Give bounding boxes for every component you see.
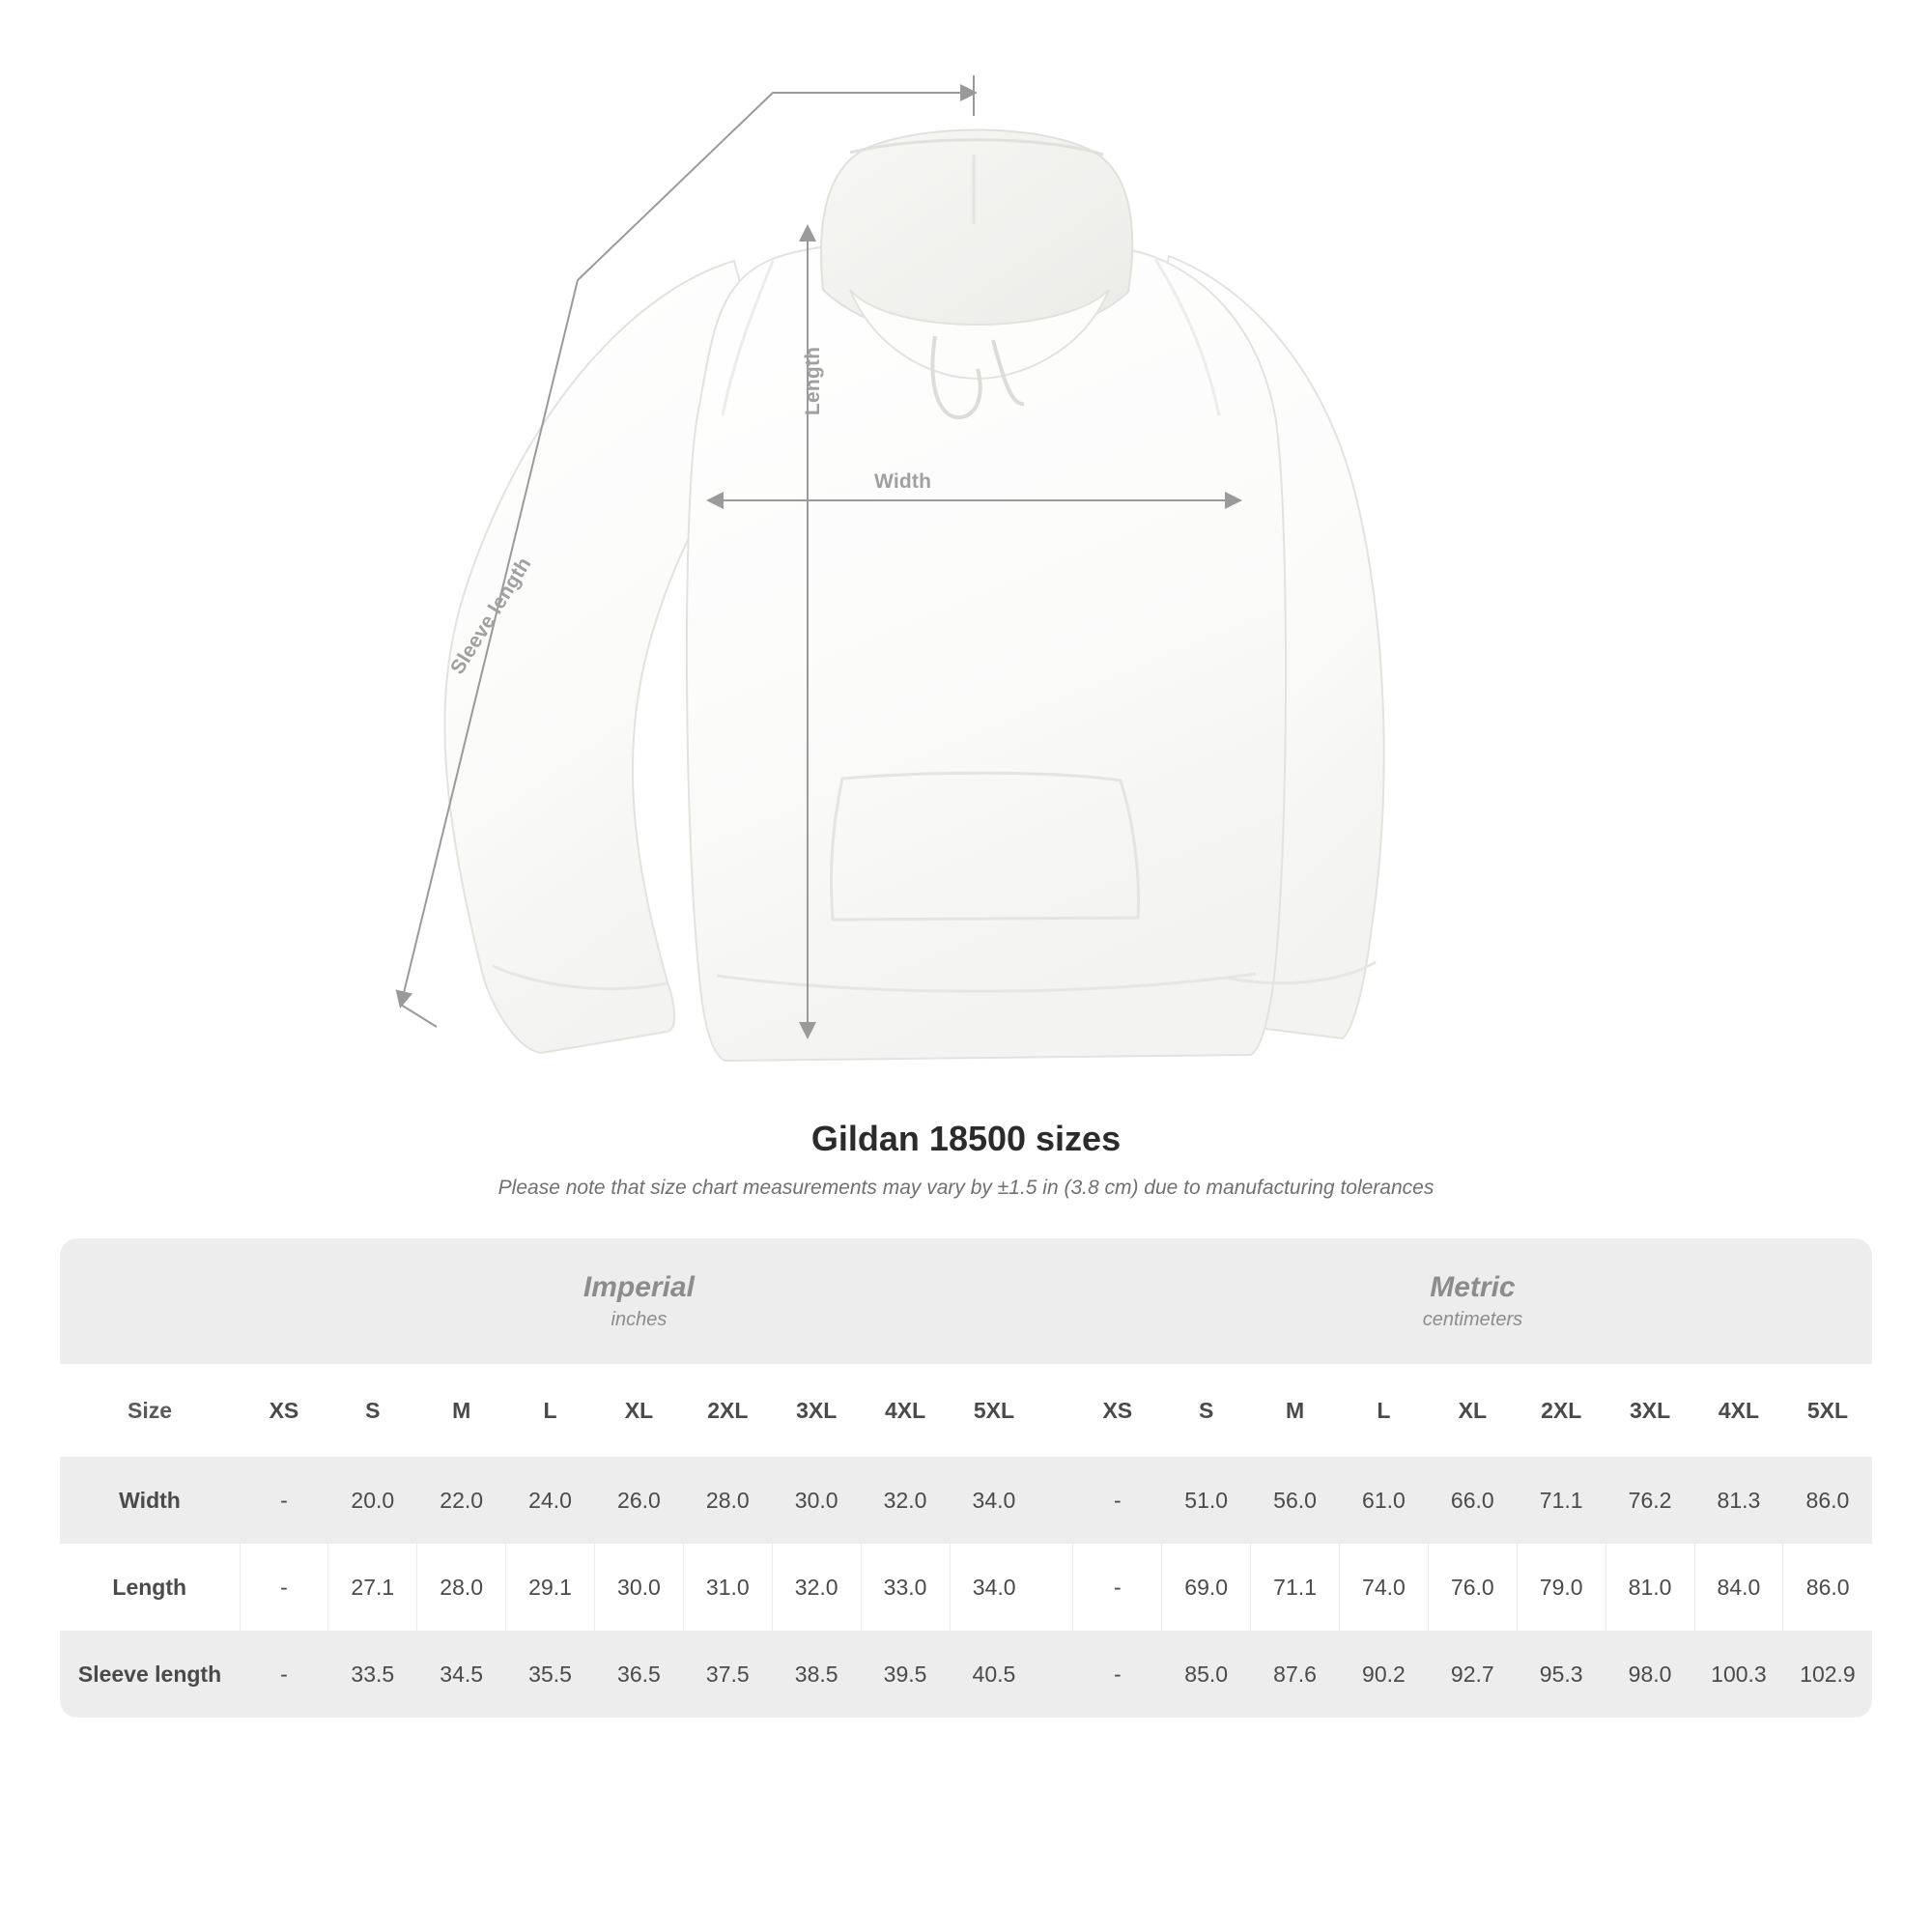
header-imperial-2xl: 2XL (683, 1364, 772, 1457)
cell-sleeve-metric-xl: 92.7 (1428, 1631, 1517, 1718)
cell-sleeve-metric-l: 90.2 (1340, 1631, 1429, 1718)
cell-length-imperial-xl: 30.0 (595, 1544, 684, 1631)
row-label-sleeve-length: Sleeve length (60, 1631, 240, 1718)
cell-length-metric-xl: 76.0 (1428, 1544, 1517, 1631)
size-header-row (60, 1364, 1872, 1457)
cell-length-imperial-4xl: 33.0 (861, 1544, 950, 1631)
size-table-wrapper (60, 1238, 1872, 1718)
cell-length-imperial-xs: - (240, 1544, 328, 1631)
cell-width-imperial-s: 20.0 (328, 1457, 417, 1544)
cell-sleeve-imperial-xs: - (240, 1631, 328, 1718)
header-metric-l: L (1340, 1364, 1429, 1457)
cell-width-metric-xl: 66.0 (1428, 1457, 1517, 1544)
cell-sleeve-metric-m: 87.6 (1251, 1631, 1340, 1718)
header-imperial-l: L (506, 1364, 595, 1457)
header-metric-m: M (1251, 1364, 1340, 1457)
unit-spacer-left (60, 1238, 240, 1364)
cell-sleeve-metric-s: 85.0 (1162, 1631, 1251, 1718)
tolerance-note: Please note that size chart measurements may vary by ±1.5 in (3.8 cm) due to manufacturing tolerances (497, 1177, 1435, 1199)
row-gap (1038, 1631, 1073, 1718)
metric-unit-label: centimeters (1422, 1308, 1523, 1330)
size-table (60, 1238, 1872, 1718)
cell-sleeve-imperial-l: 35.5 (506, 1631, 595, 1718)
row-label-length: Length (60, 1544, 240, 1631)
header-metric-xl: XL (1428, 1364, 1517, 1457)
cell-width-imperial-m: 22.0 (417, 1457, 506, 1544)
unit-gap (1038, 1238, 1073, 1364)
cell-length-imperial-s: 27.1 (328, 1544, 417, 1631)
cell-length-metric-s: 69.0 (1162, 1544, 1251, 1631)
table-row (60, 1631, 1872, 1718)
unit-system-row (60, 1238, 1872, 1364)
header-metric-4xl: 4XL (1694, 1364, 1783, 1457)
cell-width-metric-m: 56.0 (1251, 1457, 1340, 1544)
cell-sleeve-imperial-2xl: 37.5 (683, 1631, 772, 1718)
header-imperial-4xl: 4XL (861, 1364, 950, 1457)
cell-width-imperial-5xl: 34.0 (950, 1457, 1038, 1544)
cell-length-imperial-5xl: 34.0 (950, 1544, 1038, 1631)
cell-sleeve-imperial-3xl: 38.5 (772, 1631, 861, 1718)
cell-width-imperial-4xl: 32.0 (861, 1457, 950, 1544)
header-imperial-xl: XL (595, 1364, 684, 1457)
cell-width-imperial-xl: 26.0 (595, 1457, 684, 1544)
cell-width-metric-4xl: 81.3 (1694, 1457, 1783, 1544)
imperial-header (240, 1238, 1038, 1364)
cell-sleeve-imperial-5xl: 40.5 (950, 1631, 1038, 1718)
header-imperial-m: M (417, 1364, 506, 1457)
metric-system-label: Metric (1430, 1271, 1516, 1304)
header-gap (1038, 1364, 1073, 1457)
header-metric-s: S (1162, 1364, 1251, 1457)
row-gap (1038, 1544, 1073, 1631)
cell-width-imperial-2xl: 28.0 (683, 1457, 772, 1544)
header-imperial-5xl: 5XL (950, 1364, 1038, 1457)
header-metric-2xl: 2XL (1517, 1364, 1605, 1457)
cell-sleeve-imperial-4xl: 39.5 (861, 1631, 950, 1718)
header-imperial-s: S (328, 1364, 417, 1457)
hoodie-shape (444, 129, 1383, 1061)
label-sleeve-length: Sleeve length (446, 553, 536, 679)
header-size: Size (60, 1364, 240, 1457)
cell-sleeve-imperial-xl: 36.5 (595, 1631, 684, 1718)
row-gap (1038, 1457, 1073, 1544)
cell-length-metric-2xl: 79.0 (1517, 1544, 1605, 1631)
cell-length-metric-l: 74.0 (1340, 1544, 1429, 1631)
imperial-unit-label: inches (611, 1308, 668, 1330)
cell-width-metric-3xl: 76.2 (1605, 1457, 1694, 1544)
cell-width-imperial-xs: - (240, 1457, 328, 1544)
cell-length-metric-5xl: 86.0 (1783, 1544, 1872, 1631)
header-imperial-xs: XS (240, 1364, 328, 1457)
table-row (60, 1544, 1872, 1631)
table-row (60, 1457, 1872, 1544)
cell-sleeve-metric-5xl: 102.9 (1783, 1631, 1872, 1718)
cell-length-imperial-3xl: 32.0 (772, 1544, 861, 1631)
page-title: Gildan 18500 sizes (810, 1119, 1122, 1158)
header-metric-xs: XS (1073, 1364, 1162, 1457)
cell-length-metric-4xl: 84.0 (1694, 1544, 1783, 1631)
cell-sleeve-imperial-m: 34.5 (417, 1631, 506, 1718)
cell-width-imperial-l: 24.0 (506, 1457, 595, 1544)
cell-width-imperial-3xl: 30.0 (772, 1457, 861, 1544)
label-width: Width (874, 470, 932, 493)
label-length: Length (802, 346, 824, 415)
metric-header (1073, 1238, 1872, 1364)
cell-length-imperial-m: 28.0 (417, 1544, 506, 1631)
cell-sleeve-metric-xs: - (1073, 1631, 1162, 1718)
cell-sleeve-metric-3xl: 98.0 (1605, 1631, 1694, 1718)
cell-sleeve-metric-2xl: 95.3 (1517, 1631, 1605, 1718)
imperial-system-label: Imperial (582, 1271, 695, 1304)
row-label-width: Width (60, 1457, 240, 1544)
cell-length-imperial-2xl: 31.0 (683, 1544, 772, 1631)
cell-length-imperial-l: 29.1 (506, 1544, 595, 1631)
cell-width-metric-xs: - (1073, 1457, 1162, 1544)
cell-length-metric-3xl: 81.0 (1605, 1544, 1694, 1631)
cell-width-metric-s: 51.0 (1162, 1457, 1251, 1544)
cell-width-metric-l: 61.0 (1340, 1457, 1429, 1544)
header-metric-3xl: 3XL (1605, 1364, 1694, 1457)
cell-sleeve-metric-4xl: 100.3 (1694, 1631, 1783, 1718)
header-imperial-3xl: 3XL (772, 1364, 861, 1457)
title-block (0, 1119, 1932, 1200)
cell-length-metric-m: 71.1 (1251, 1544, 1340, 1631)
cell-width-metric-2xl: 71.1 (1517, 1457, 1605, 1544)
header-metric-5xl: 5XL (1783, 1364, 1872, 1457)
cell-width-metric-5xl: 86.0 (1783, 1457, 1872, 1544)
cell-length-metric-xs: - (1073, 1544, 1162, 1631)
cell-sleeve-imperial-s: 33.5 (328, 1631, 417, 1718)
